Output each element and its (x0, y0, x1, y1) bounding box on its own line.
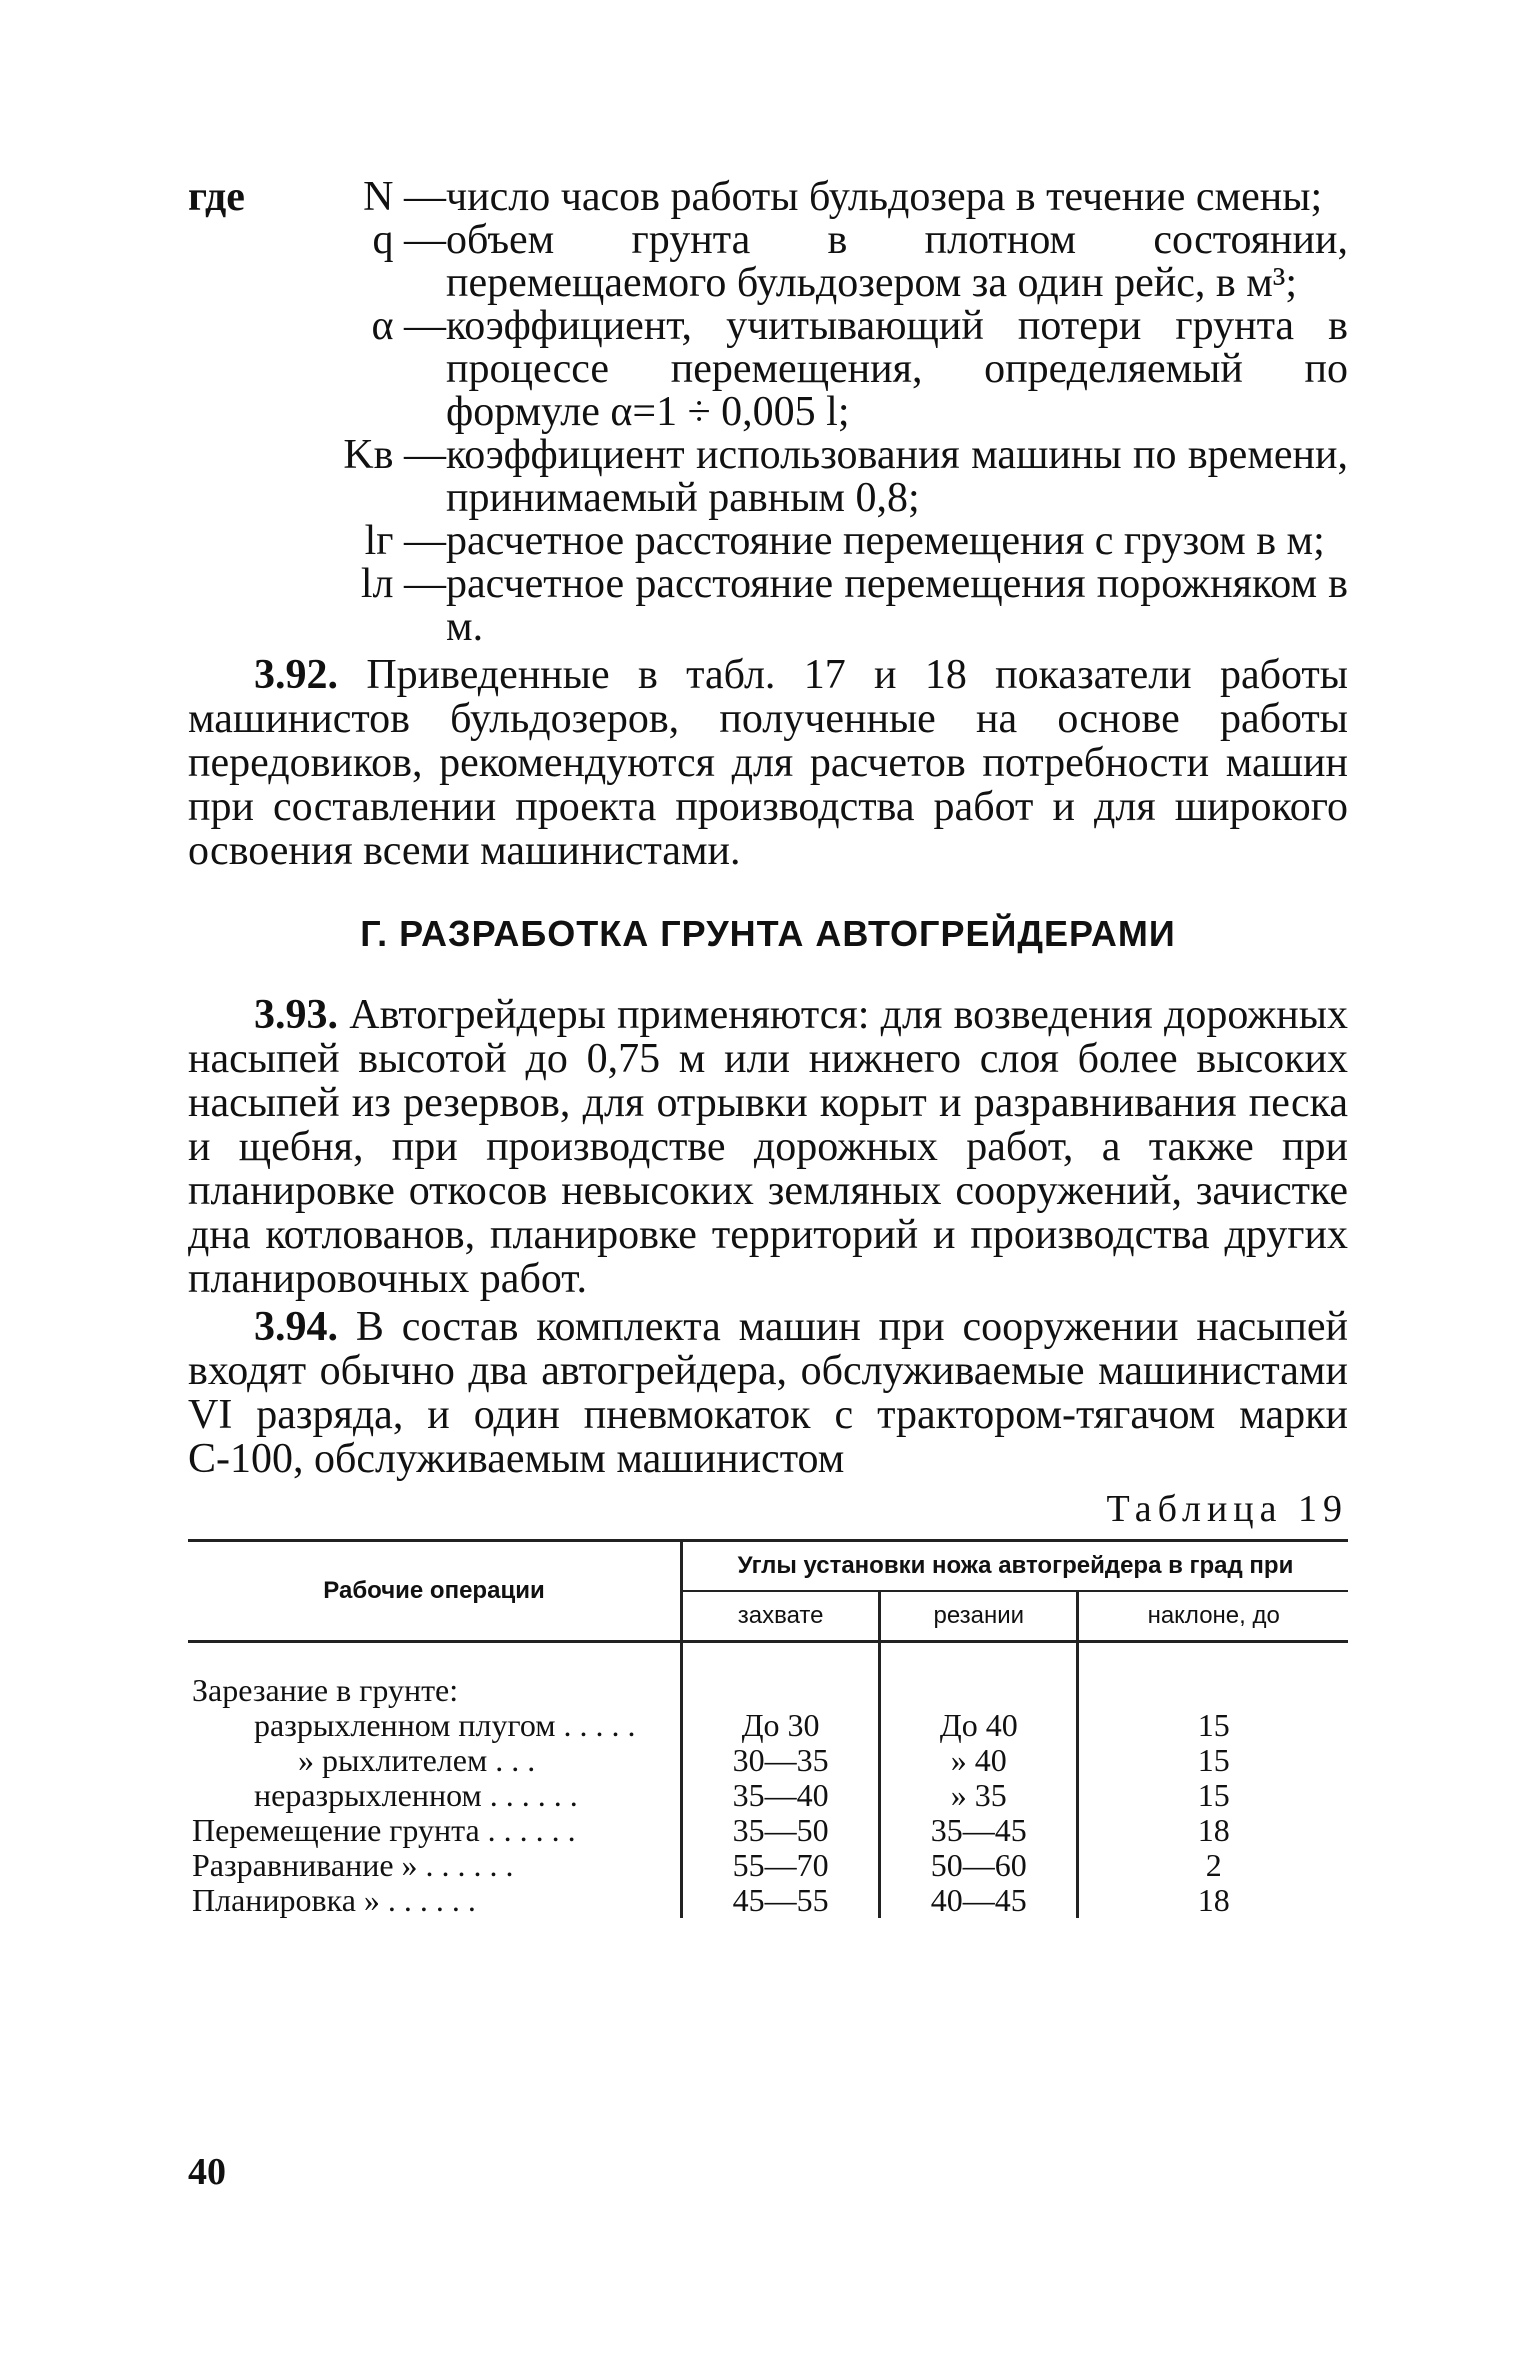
row-label: Перемещение грунта . . . . . . (192, 1812, 576, 1848)
definition-symbol: α — (371, 303, 446, 349)
definition-text: число часов работы бульдозера в течение смены; (446, 174, 1323, 220)
cell-grip: 45—55 (682, 1883, 880, 1918)
column-header-grip: захвате (682, 1591, 880, 1642)
paragraph-text: Автогрейдеры применяются: для возведения дорожных насыпей высотой до 0,75 м или нижнего слоя более высоких насыпей из резервов, для отрывки корыт и разравнивания песка и щебня, при производстве дорожных работ, а также при планировке откосов невысоких земляных сооружений, зачистке дна котлованов, планировке территорий и производства других планировочных работ. (188, 992, 1348, 1302)
cell-cutting (880, 1673, 1078, 1708)
cell-cutting: 50—60 (880, 1848, 1078, 1883)
definition-text: расчетное расстояние перемещения с грузом в м; (446, 518, 1325, 564)
row-label: разрыхленном плугом . . . . . (254, 1707, 636, 1743)
paragraph-3-92 (188, 653, 1348, 873)
cell-tilt: 18 (1078, 1813, 1348, 1848)
row-label: Разравнивание » . . . . . . (192, 1847, 514, 1883)
row-label: Планировка » . . . . . . (192, 1882, 476, 1918)
cell-tilt: 2 (1078, 1848, 1348, 1883)
definition-symbol: q — (372, 217, 446, 263)
definition-text: коэффициент использования машины по времени, принимаемый равным 0,8; (446, 432, 1348, 521)
definition-lead (188, 434, 276, 520)
cell-cutting: До 40 (880, 1708, 1078, 1743)
definition-lead (188, 305, 276, 434)
definition-text: расчетное расстояние перемещения порожняком в м. (446, 561, 1348, 650)
cell-tilt (1078, 1673, 1348, 1708)
definition-lead: где (188, 174, 245, 220)
cell-tilt: 18 (1078, 1883, 1348, 1918)
cell-cutting: 35—45 (880, 1813, 1078, 1848)
cell-cutting: » 35 (880, 1778, 1078, 1813)
cell-cutting: 40—45 (880, 1883, 1078, 1918)
column-header-operations: Рабочие операции (323, 1577, 545, 1604)
angles-table (188, 1539, 1348, 1918)
table-row (188, 1883, 1348, 1918)
column-header-group: Углы установки ножа автогрейдера в град при (682, 1541, 1349, 1592)
definitions-list (188, 176, 1348, 649)
definition-lead (188, 219, 276, 305)
cell-cutting: » 40 (880, 1743, 1078, 1778)
paragraph-3-93 (188, 993, 1348, 1301)
cell-grip: До 30 (682, 1708, 880, 1743)
table-row (188, 1743, 1348, 1778)
definition-lead (188, 563, 276, 649)
cell-tilt: 15 (1078, 1778, 1348, 1813)
document-page (188, 176, 1348, 1918)
paragraph-text: Приведенные в табл. 17 и 18 показатели работы машинистов бульдозеров, полученные на основе работы передовиков, рекомендуются для расчетов потребности машин при составлении проекта производства работ и для широкого освоения всеми машинистами. (188, 652, 1348, 874)
definition-symbol: lг — (364, 518, 446, 564)
definition-row (188, 434, 1348, 520)
definition-lead (188, 520, 276, 563)
cell-grip: 35—40 (682, 1778, 880, 1813)
definition-text: объем грунта в плотном состоянии, перемещаемого бульдозером за один рейс, в м³; (446, 217, 1348, 306)
definition-row (188, 176, 1348, 219)
paragraph-text: В состав комплекта машин при сооружении насыпей входят обычно два автогрейдера, обслуживаемые машинистами VI разряда, и один пневмокаток с трактором-тягачом марки С-100, обслуживаемым машинистом (188, 1304, 1348, 1482)
table-caption: Таблица 19 (1106, 1488, 1348, 1530)
table-row (188, 1813, 1348, 1848)
cell-grip: 35—50 (682, 1813, 880, 1848)
table-row (188, 1848, 1348, 1883)
paragraph-number: 3.94. (254, 1304, 338, 1350)
definition-row (188, 563, 1348, 649)
cell-grip: 30—35 (682, 1743, 880, 1778)
definition-text: коэффициент, учитывающий потери грунта в процессе перемещения, определяемый по формуле α=1 ÷ 0,005 l; (446, 303, 1348, 435)
cell-grip (682, 1673, 880, 1708)
cell-tilt: 15 (1078, 1708, 1348, 1743)
definition-symbol: N — (363, 174, 446, 220)
section-title: Г. РАЗРАБОТКА ГРУНТА АВТОГРЕЙДЕРАМИ (360, 913, 1176, 954)
definition-symbol: Kв — (343, 432, 446, 478)
cell-tilt: 15 (1078, 1743, 1348, 1778)
column-header-tilt: наклоне, до (1078, 1591, 1348, 1642)
row-label: неразрыхленном . . . . . . (254, 1777, 578, 1813)
definition-row (188, 305, 1348, 434)
row-label: » рыхлителем . . . (298, 1742, 536, 1778)
table-row (188, 1778, 1348, 1813)
cell-grip: 55—70 (682, 1848, 880, 1883)
row-label: Зарезание в грунте: (192, 1672, 459, 1708)
column-header-cutting: резании (880, 1591, 1078, 1642)
paragraph-3-94 (188, 1305, 1348, 1481)
definition-row (188, 520, 1348, 563)
definition-row (188, 219, 1348, 305)
paragraph-number: 3.93. (254, 992, 338, 1038)
table-row (188, 1673, 1348, 1708)
table-row (188, 1708, 1348, 1743)
paragraph-number: 3.92. (254, 652, 338, 698)
page-number: 40 (188, 2151, 226, 2193)
definition-symbol: lл — (360, 561, 446, 607)
